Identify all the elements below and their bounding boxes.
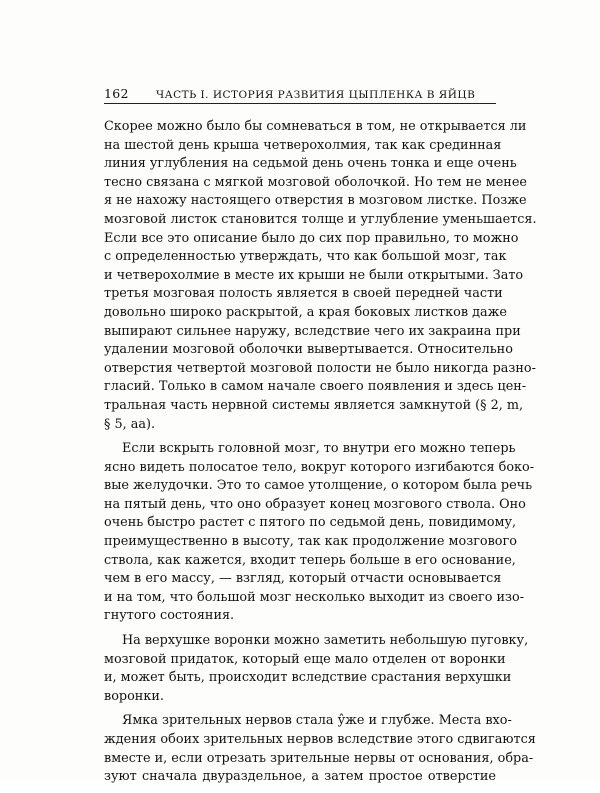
text-line: мозговой листок становится толще и углубление уменьшается. <box>104 211 537 227</box>
running-title: ЧАСТЬ I. ИСТОРИЯ РАЗВИТИЯ ЦЫПЛЕНКА В ЯЙЦВ <box>156 89 476 101</box>
text-line: Скорее можно было бы сомневаться в том, не открывается ли <box>104 119 527 134</box>
paragraph-3 <box>104 632 529 706</box>
text-line: тесно связана с мягкой мозговой оболочкой. Но тем не менее <box>104 174 527 190</box>
text-line: ствола, как кажется, входит теперь больше в его основание, <box>104 552 516 568</box>
text-line: Если вскрыть головной мозг, то внутри его можно теперь <box>122 441 516 457</box>
text-line: вместе и, если отрезать зрительные нервы от основания, обра- <box>104 750 534 766</box>
text-line: Если все это описание было до сих пор правильно, то можно <box>104 230 519 246</box>
text-line: очень быстро растет с пятого по седьмой день, повидимому, <box>104 515 517 531</box>
text-line: и на том, что большой мозг несколько выходит из своего изо- <box>104 589 525 605</box>
text-line: зуют сначала двураздельное, а затем простое отверстие <box>104 769 496 785</box>
text-line: и четверохолмие в месте их крыши не были открытыми. Зато <box>104 267 524 283</box>
text-line: на пятый день, что оно образует конец мозгового ствола. Оно <box>104 496 526 512</box>
body-text <box>104 118 537 793</box>
text-line: и, может быть, происходит вследствие срастания верхушки <box>104 670 512 686</box>
text-line: воронки. <box>104 688 164 704</box>
text-line: выпирают сильнее наружу, вследствие чего их закраина при <box>104 323 521 339</box>
text-line: с определенностью утверждать, что как большой мозг, так <box>104 249 507 265</box>
text-line: удалении мозговой оболочки вывертывается. Относительно <box>104 342 513 358</box>
text-line: гласий. Только в самом начале своего появления и здесь цен- <box>104 379 527 395</box>
text-line: третья мозговая полость является в своей передней части <box>104 286 503 302</box>
page-number: 162 <box>104 86 129 101</box>
text-line: гнутого состояния. <box>104 608 235 624</box>
text-line: мозговой придаток, который еще мало отделен от воронки <box>104 651 506 667</box>
paragraph-4 <box>104 712 536 786</box>
text-line: преимущественно в высоту, так как продолжение мозгового <box>104 534 517 550</box>
text-line: На верхушке воронки можно заметить небольшую пуговку, <box>122 633 529 649</box>
paragraph-1 <box>104 118 537 434</box>
text-line: на шестой день крыша четверохолмия, так как срединная <box>104 137 502 153</box>
text-line: линия углубления на седьмой день очень тонка и еще очень <box>104 156 517 172</box>
paragraph-2 <box>104 440 535 626</box>
text-line: отверстия четвертой мозговой полости не было никогда разно- <box>104 360 536 376</box>
text-line: ждения обоих зрительных нервов вследствие этого сдвигаются <box>104 732 536 747</box>
text-line: Ямка зрительных нервов стала у̂же и глубже. Места вхо- <box>122 713 512 729</box>
running-header <box>104 84 496 104</box>
text-line: я не нахожу настоящего отверстия в мозговом листке. Позже <box>104 193 527 209</box>
text-line: ясно видеть полосатое тело, вокруг которого изгибаются боко- <box>104 459 535 475</box>
text-line: довольно широко раскрытой, а края боковых листков даже <box>104 304 507 320</box>
text-line: тральная часть нервной системы является замкнутой (§ 2, m, <box>104 397 524 413</box>
text-line: чем в его массу, — взгляд, который отчасти основывается <box>104 571 502 587</box>
text-line: вые желудочки. Это то самое утолщение, о котором была речь <box>104 478 533 494</box>
text-line: § 5, aa). <box>104 416 156 432</box>
